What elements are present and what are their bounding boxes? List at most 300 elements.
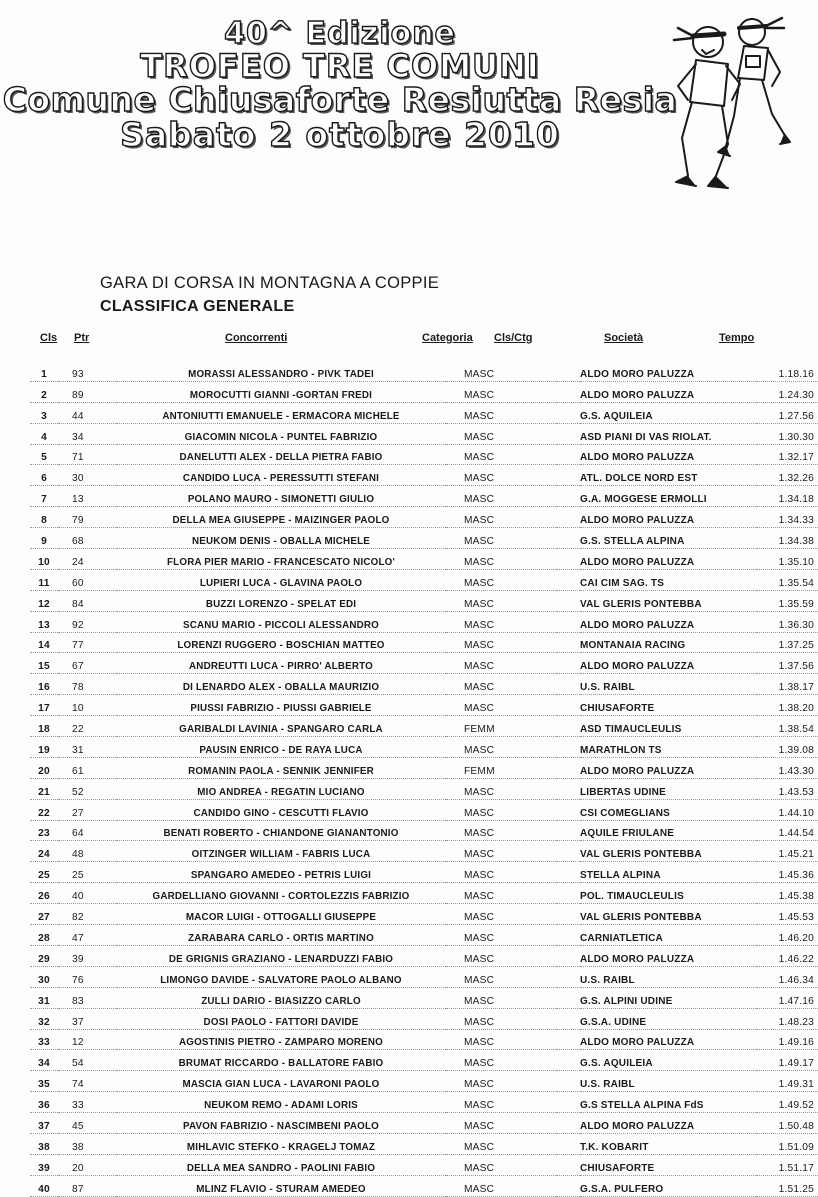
rank-cell: 1 (30, 361, 58, 381)
time-cell: 1.34.33 (756, 507, 818, 528)
category-cell: MASC (446, 1050, 556, 1071)
time-cell: 1.34.38 (756, 528, 818, 549)
time-cell: 1.49.17 (756, 1050, 818, 1071)
category-rank-cell (556, 987, 580, 1008)
category-rank-cell (556, 486, 580, 507)
time-cell: 1.27.56 (756, 402, 818, 423)
time-cell: 1.49.31 (756, 1071, 818, 1092)
col-header-societa: Società (604, 332, 644, 344)
competitors-cell: ROMANIN PAOLA - SENNIK JENNIFER (116, 757, 446, 778)
table-row (30, 799, 818, 820)
club-cell: ATL. DOLCE NORD EST (580, 465, 756, 486)
category-rank-cell (556, 799, 580, 820)
competitors-cell: PAUSIN ENRICO - DE RAYA LUCA (116, 737, 446, 758)
club-cell: ALDO MORO PALUZZA (580, 611, 756, 632)
time-cell: 1.32.26 (756, 465, 818, 486)
rank-cell: 15 (30, 653, 58, 674)
competitors-cell: MORASSI ALESSANDRO - PIVK TADEI (116, 361, 446, 381)
rank-cell: 2 (30, 381, 58, 402)
club-cell: STELLA ALPINA (580, 862, 756, 883)
category-rank-cell (556, 528, 580, 549)
table-row (30, 1008, 818, 1029)
category-cell: MASC (446, 737, 556, 758)
club-cell: ALDO MORO PALUZZA (580, 653, 756, 674)
club-cell: CHIUSAFORTE (580, 695, 756, 716)
club-cell: ALDO MORO PALUZZA (580, 507, 756, 528)
time-cell: 1.45.38 (756, 883, 818, 904)
rank-cell: 40 (30, 1175, 58, 1196)
category-rank-cell (556, 1092, 580, 1113)
competitors-cell: DI LENARDO ALEX - OBALLA MAURIZIO (116, 674, 446, 695)
club-cell: CSI COMEGLIANS (580, 799, 756, 820)
bib-cell: 67 (58, 653, 116, 674)
time-cell: 1.24.30 (756, 381, 818, 402)
time-cell: 1.45.21 (756, 841, 818, 862)
category-cell: MASC (446, 1175, 556, 1196)
category-rank-cell (556, 402, 580, 423)
category-rank-cell (556, 945, 580, 966)
category-rank-cell (556, 1133, 580, 1154)
bib-cell: 39 (58, 945, 116, 966)
time-cell: 1.46.20 (756, 925, 818, 946)
category-rank-cell (556, 444, 580, 465)
competitors-cell: SCANU MARIO - PICCOLI ALESSANDRO (116, 611, 446, 632)
club-cell: VAL GLERIS PONTEBBA (580, 841, 756, 862)
time-cell: 1.48.23 (756, 1008, 818, 1029)
competitors-cell: BRUMAT RICCARDO - BALLATORE FABIO (116, 1050, 446, 1071)
club-cell: VAL GLERIS PONTEBBA (580, 904, 756, 925)
category-rank-cell (556, 549, 580, 570)
rank-cell: 29 (30, 945, 58, 966)
col-header-cls-ctg: Cls/Ctg (494, 332, 533, 344)
category-rank-cell (556, 569, 580, 590)
rank-cell: 4 (30, 423, 58, 444)
club-cell: ALDO MORO PALUZZA (580, 757, 756, 778)
rank-cell: 35 (30, 1071, 58, 1092)
table-row (30, 507, 818, 528)
bib-cell: 34 (58, 423, 116, 444)
table-row (30, 1071, 818, 1092)
time-cell: 1.36.30 (756, 611, 818, 632)
event-date-title: Sabato 2 ottobre 2010 (120, 114, 560, 154)
table-row (30, 423, 818, 444)
rank-cell: 3 (30, 402, 58, 423)
category-cell: FEMM (446, 716, 556, 737)
rank-cell: 12 (30, 590, 58, 611)
rank-cell: 14 (30, 632, 58, 653)
category-rank-cell (556, 590, 580, 611)
time-cell: 1.34.18 (756, 486, 818, 507)
category-cell: MASC (446, 925, 556, 946)
bib-cell: 10 (58, 695, 116, 716)
category-cell: MASC (446, 590, 556, 611)
table-row (30, 820, 818, 841)
category-cell: MASC (446, 507, 556, 528)
category-cell: MASC (446, 1113, 556, 1134)
club-cell: ALDO MORO PALUZZA (580, 549, 756, 570)
bib-cell: 20 (58, 1154, 116, 1175)
rank-cell: 16 (30, 674, 58, 695)
category-cell: MASC (446, 966, 556, 987)
category-cell: MASC (446, 695, 556, 716)
category-cell: MASC (446, 987, 556, 1008)
bib-cell: 89 (58, 381, 116, 402)
bib-cell: 82 (58, 904, 116, 925)
club-cell: G.S.A. UDINE (580, 1008, 756, 1029)
col-header-concorrenti: Concorrenti (225, 332, 288, 344)
competitors-cell: ZULLI DARIO - BIASIZZO CARLO (116, 987, 446, 1008)
bib-cell: 12 (58, 1029, 116, 1050)
table-row (30, 737, 818, 758)
table-row (30, 465, 818, 486)
rank-cell: 25 (30, 862, 58, 883)
ranking-title: CLASSIFICA GENERALE (100, 298, 295, 315)
category-rank-cell (556, 611, 580, 632)
club-cell: ASD PIANI DI VAS RIOLAT. (580, 423, 756, 444)
time-cell: 1.18.16 (756, 361, 818, 381)
club-cell: CARNIATLETICA (580, 925, 756, 946)
club-cell: G.S. AQUILEIA (580, 402, 756, 423)
bib-cell: 33 (58, 1092, 116, 1113)
club-cell: ASD TIMAUCLEULIS (580, 716, 756, 737)
time-cell: 1.37.56 (756, 653, 818, 674)
time-cell: 1.35.59 (756, 590, 818, 611)
bib-cell: 79 (58, 507, 116, 528)
club-cell: CHIUSAFORTE (580, 1154, 756, 1175)
bib-cell: 40 (58, 883, 116, 904)
bib-cell: 45 (58, 1113, 116, 1134)
table-row (30, 402, 818, 423)
bib-cell: 13 (58, 486, 116, 507)
time-cell: 1.49.52 (756, 1092, 818, 1113)
category-rank-cell (556, 653, 580, 674)
rank-cell: 34 (30, 1050, 58, 1071)
rank-cell: 27 (30, 904, 58, 925)
bib-cell: 52 (58, 778, 116, 799)
trophy-title: TROFEO TRE COMUNI (140, 46, 540, 85)
time-cell: 1.38.17 (756, 674, 818, 695)
rank-cell: 31 (30, 987, 58, 1008)
table-row (30, 1092, 818, 1113)
category-cell: MASC (446, 528, 556, 549)
table-row (30, 1050, 818, 1071)
municipalities-title: Comune Chiusaforte Resiutta Resia (2, 80, 678, 120)
time-cell: 1.30.30 (756, 423, 818, 444)
competitors-cell: MIO ANDREA - REGATIN LUCIANO (116, 778, 446, 799)
bib-cell: 38 (58, 1133, 116, 1154)
bib-cell: 47 (58, 925, 116, 946)
competitors-cell: PAVON FABRIZIO - NASCIMBENI PAOLO (116, 1113, 446, 1134)
table-row (30, 486, 818, 507)
competitors-cell: NEUKOM REMO - ADAMI LORIS (116, 1092, 446, 1113)
time-cell: 1.38.54 (756, 716, 818, 737)
bib-cell: 48 (58, 841, 116, 862)
competitors-cell: AGOSTINIS PIETRO - ZAMPARO MORENO (116, 1029, 446, 1050)
table-row (30, 966, 818, 987)
event-title-block (0, 18, 680, 152)
col-header-ptr: Ptr (74, 332, 90, 344)
bib-cell: 44 (58, 402, 116, 423)
category-cell: MASC (446, 778, 556, 799)
rank-cell: 26 (30, 883, 58, 904)
category-cell: MASC (446, 1071, 556, 1092)
competitors-cell: DOSI PAOLO - FATTORI DAVIDE (116, 1008, 446, 1029)
rank-cell: 21 (30, 778, 58, 799)
club-cell: ALDO MORO PALUZZA (580, 444, 756, 465)
competitors-cell: NEUKOM DENIS - OBALLA MICHELE (116, 528, 446, 549)
competitors-cell: MLINZ FLAVIO - STURAM AMEDEO (116, 1175, 446, 1196)
bib-cell: 25 (58, 862, 116, 883)
time-cell: 1.46.22 (756, 945, 818, 966)
table-row (30, 778, 818, 799)
rank-cell: 10 (30, 549, 58, 570)
club-cell: LIBERTAS UDINE (580, 778, 756, 799)
competitors-cell: MACOR LUIGI - OTTOGALLI GIUSEPPE (116, 904, 446, 925)
table-row (30, 590, 818, 611)
competitors-cell: MASCIA GIAN LUCA - LAVARONI PAOLO (116, 1071, 446, 1092)
category-rank-cell (556, 820, 580, 841)
table-row (30, 381, 818, 402)
competitors-cell: ANDREUTTI LUCA - PIRRO' ALBERTO (116, 653, 446, 674)
col-header-cls: Cls (40, 332, 58, 344)
category-cell: MASC (446, 1154, 556, 1175)
club-cell: T.K. KOBARIT (580, 1133, 756, 1154)
time-cell: 1.49.16 (756, 1029, 818, 1050)
category-cell: MASC (446, 653, 556, 674)
rank-cell: 8 (30, 507, 58, 528)
club-cell: POL. TIMAUCLEULIS (580, 883, 756, 904)
category-cell: MASC (446, 381, 556, 402)
table-row (30, 757, 818, 778)
time-cell: 1.37.25 (756, 632, 818, 653)
rank-cell: 17 (30, 695, 58, 716)
category-cell: MASC (446, 423, 556, 444)
rank-cell: 7 (30, 486, 58, 507)
category-rank-cell (556, 1154, 580, 1175)
time-cell: 1.35.10 (756, 549, 818, 570)
category-rank-cell (556, 507, 580, 528)
club-cell: ALDO MORO PALUZZA (580, 381, 756, 402)
category-cell: MASC (446, 820, 556, 841)
bib-cell: 37 (58, 1008, 116, 1029)
time-cell: 1.45.53 (756, 904, 818, 925)
time-cell: 1.43.53 (756, 778, 818, 799)
club-cell: ALDO MORO PALUZZA (580, 1029, 756, 1050)
category-rank-cell (556, 737, 580, 758)
category-rank-cell (556, 883, 580, 904)
category-rank-cell (556, 1113, 580, 1134)
results-table (30, 361, 818, 1197)
rank-cell: 39 (30, 1154, 58, 1175)
competitors-cell: ANTONIUTTI EMANUELE - ERMACORA MICHELE (116, 402, 446, 423)
category-rank-cell (556, 465, 580, 486)
competitors-cell: OITZINGER WILLIAM - FABRIS LUCA (116, 841, 446, 862)
table-row (30, 904, 818, 925)
edition-title: 40^ Edizione (224, 16, 456, 51)
category-cell: MASC (446, 465, 556, 486)
time-cell: 1.46.34 (756, 966, 818, 987)
category-cell: MASC (446, 1133, 556, 1154)
bib-cell: 30 (58, 465, 116, 486)
table-row (30, 1113, 818, 1134)
bib-cell: 22 (58, 716, 116, 737)
time-cell: 1.32.17 (756, 444, 818, 465)
rank-cell: 24 (30, 841, 58, 862)
time-cell: 1.38.20 (756, 695, 818, 716)
category-cell: MASC (446, 799, 556, 820)
category-rank-cell (556, 1050, 580, 1071)
table-row (30, 695, 818, 716)
rank-cell: 19 (30, 737, 58, 758)
bib-cell: 84 (58, 590, 116, 611)
club-cell: G.A. MOGGESE ERMOLLI (580, 486, 756, 507)
category-rank-cell (556, 695, 580, 716)
rank-cell: 23 (30, 820, 58, 841)
table-row (30, 653, 818, 674)
table-row (30, 1175, 818, 1196)
bib-cell: 31 (58, 737, 116, 758)
competitors-cell: DELLA MEA GIUSEPPE - MAIZINGER PAOLO (116, 507, 446, 528)
table-row (30, 569, 818, 590)
rank-cell: 22 (30, 799, 58, 820)
rank-cell: 5 (30, 444, 58, 465)
club-cell: ALDO MORO PALUZZA (580, 945, 756, 966)
bib-cell: 87 (58, 1175, 116, 1196)
table-row (30, 674, 818, 695)
time-cell: 1.35.54 (756, 569, 818, 590)
table-row (30, 841, 818, 862)
category-cell: MASC (446, 361, 556, 381)
rank-cell: 6 (30, 465, 58, 486)
time-cell: 1.44.54 (756, 820, 818, 841)
category-rank-cell (556, 841, 580, 862)
runners-illustration-icon (668, 6, 792, 202)
bib-cell: 74 (58, 1071, 116, 1092)
category-rank-cell (556, 904, 580, 925)
category-rank-cell (556, 757, 580, 778)
competitors-cell: DELLA MEA SANDRO - PAOLINI FABIO (116, 1154, 446, 1175)
competitors-cell: LORENZI RUGGERO - BOSCHIAN MATTEO (116, 632, 446, 653)
category-rank-cell (556, 1071, 580, 1092)
category-rank-cell (556, 966, 580, 987)
time-cell: 1.45.36 (756, 862, 818, 883)
category-cell: MASC (446, 1029, 556, 1050)
category-cell: MASC (446, 862, 556, 883)
competitors-cell: CANDIDO LUCA - PERESSUTTI STEFANI (116, 465, 446, 486)
competitors-cell: DE GRIGNIS GRAZIANO - LENARDUZZI FABIO (116, 945, 446, 966)
club-cell: G.S. ALPINI UDINE (580, 987, 756, 1008)
rank-cell: 32 (30, 1008, 58, 1029)
bib-cell: 83 (58, 987, 116, 1008)
club-cell: AQUILE FRIULANE (580, 820, 756, 841)
category-cell: MASC (446, 674, 556, 695)
bib-cell: 77 (58, 632, 116, 653)
category-rank-cell (556, 381, 580, 402)
category-cell: FEMM (446, 757, 556, 778)
competitors-cell: DANELUTTI ALEX - DELLA PIETRA FABIO (116, 444, 446, 465)
category-rank-cell (556, 925, 580, 946)
club-cell: G.S. AQUILEIA (580, 1050, 756, 1071)
time-cell: 1.43.30 (756, 757, 818, 778)
table-row (30, 549, 818, 570)
table-row (30, 632, 818, 653)
competitors-cell: CANDIDO GINO - CESCUTTI FLAVIO (116, 799, 446, 820)
club-cell: MARATHLON TS (580, 737, 756, 758)
category-cell: MASC (446, 1008, 556, 1029)
bib-cell: 68 (58, 528, 116, 549)
rank-cell: 13 (30, 611, 58, 632)
time-cell: 1.50.48 (756, 1113, 818, 1134)
competitors-cell: PIUSSI FABRIZIO - PIUSSI GABRIELE (116, 695, 446, 716)
category-cell: MASC (446, 486, 556, 507)
category-cell: MASC (446, 945, 556, 966)
table-row (30, 716, 818, 737)
competitors-cell: MIHLAVIC STEFKO - KRAGELJ TOMAZ (116, 1133, 446, 1154)
club-cell: ALDO MORO PALUZZA (580, 361, 756, 381)
category-rank-cell (556, 423, 580, 444)
club-cell: VAL GLERIS PONTEBBA (580, 590, 756, 611)
category-cell: MASC (446, 904, 556, 925)
bib-cell: 92 (58, 611, 116, 632)
club-cell: G.S STELLA ALPINA FdS (580, 1092, 756, 1113)
competitors-cell: FLORA PIER MARIO - FRANCESCATO NICOLO' (116, 549, 446, 570)
table-row (30, 361, 818, 381)
competitors-cell: LUPIERI LUCA - GLAVINA PAOLO (116, 569, 446, 590)
rank-cell: 9 (30, 528, 58, 549)
time-cell: 1.51.17 (756, 1154, 818, 1175)
category-rank-cell (556, 632, 580, 653)
table-row (30, 1133, 818, 1154)
competitors-cell: ZARABARA CARLO - ORTIS MARTINO (116, 925, 446, 946)
col-header-categoria: Categoria (422, 332, 473, 344)
competitors-cell: BENATI ROBERTO - CHIANDONE GIANANTONIO (116, 820, 446, 841)
competitors-cell: BUZZI LORENZO - SPELAT EDI (116, 590, 446, 611)
rank-cell: 28 (30, 925, 58, 946)
category-cell: MASC (446, 1092, 556, 1113)
competitors-cell: GARDELLIANO GIOVANNI - CORTOLEZZIS FABRIZIO (116, 883, 446, 904)
category-rank-cell (556, 674, 580, 695)
category-cell: MASC (446, 549, 556, 570)
table-row (30, 987, 818, 1008)
competitors-cell: POLANO MAURO - SIMONETTI GIULIO (116, 486, 446, 507)
table-row (30, 945, 818, 966)
rank-cell: 37 (30, 1113, 58, 1134)
club-cell: CAI CIM SAG. TS (580, 569, 756, 590)
category-rank-cell (556, 862, 580, 883)
competitors-cell: SPANGARO AMEDEO - PETRIS LUIGI (116, 862, 446, 883)
category-rank-cell (556, 1175, 580, 1196)
table-row (30, 862, 818, 883)
competitors-cell: GIACOMIN NICOLA - PUNTEL FABRIZIO (116, 423, 446, 444)
bib-cell: 64 (58, 820, 116, 841)
time-cell: 1.39.08 (756, 737, 818, 758)
club-cell: ALDO MORO PALUZZA (580, 1113, 756, 1134)
category-cell: MASC (446, 611, 556, 632)
table-row (30, 1029, 818, 1050)
rank-cell: 18 (30, 716, 58, 737)
category-cell: MASC (446, 883, 556, 904)
rank-cell: 33 (30, 1029, 58, 1050)
competitors-cell: GARIBALDI LAVINIA - SPANGARO CARLA (116, 716, 446, 737)
table-row (30, 1154, 818, 1175)
bib-cell: 76 (58, 966, 116, 987)
bib-cell: 61 (58, 757, 116, 778)
race-title: GARA DI CORSA IN MONTAGNA A COPPIE (100, 274, 440, 292)
table-row (30, 611, 818, 632)
club-cell: MONTANAIA RACING (580, 632, 756, 653)
category-cell: MASC (446, 569, 556, 590)
rank-cell: 20 (30, 757, 58, 778)
